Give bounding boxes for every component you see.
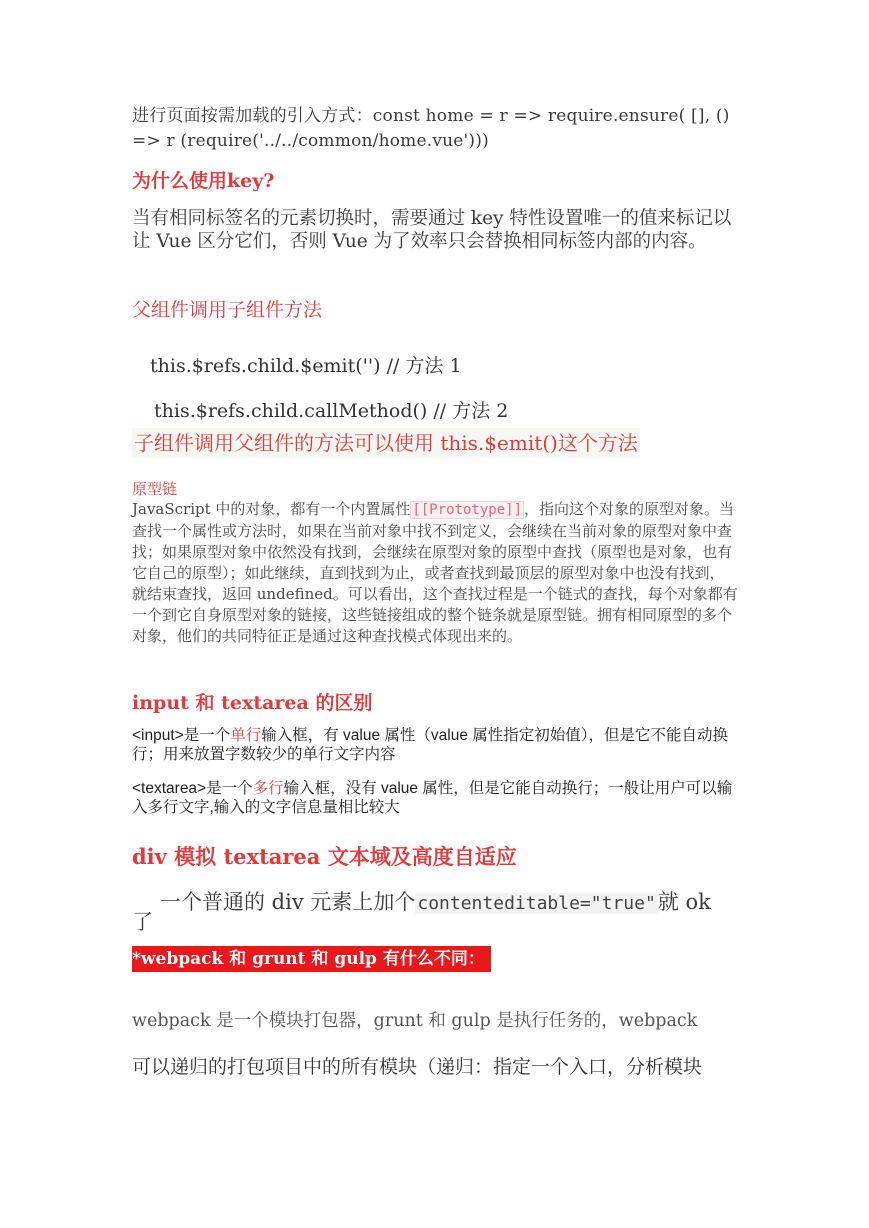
div-text-wrap: 了 [132, 910, 153, 934]
textarea-highlight: 多行 [252, 780, 284, 797]
parent-call-child-heading: 父组件调用子组件方法 [132, 299, 323, 321]
code-line-method-1: this.$refs.child.$emit('') // 方法 1 [150, 355, 462, 377]
lazy-load-paragraph: 进行页面按需加载的引入方式：const home = r => require.ensure( [], () => r (require('../../common/home.vue'))) [132, 106, 730, 151]
prototype-chain-heading: 原型链 [132, 480, 178, 498]
input-text-before: <input>是一个 [132, 727, 231, 744]
why-key-paragraph: 当有相同标签名的元素切换时，需要通过 key 特性设置唯一的值来标记以让 Vue 区分它们，否则 Vue 为了效率只会替换相同标签内部的内容。 [132, 208, 732, 252]
child-call-parent-heading: 子组件调用父组件的方法可以使用 this.$emit()这个方法 [132, 428, 640, 458]
code-line-method-2: this.$refs.child.callMethod() // 方法 2 [154, 400, 509, 422]
div-textarea-line [160, 892, 711, 914]
prototype-chain-paragraph [132, 499, 738, 647]
prototype-text-after: ，指向这个对象的原型对象。当查找一个属性或方法时，如果在当前对象中找不到定义，会继续在当前对象的原型对象中查找；如果原型对象中依然没有找到，会继续在原型对象的原型中查找（原型也是对象，也有它自己的原型）；如此继续，直到找到为止，或者查找到最顶层的原型对象中也没有找到，就结束查找，返回 undefined。可以看出，这个查找过程是一个链式的查找，每个对象都有一个到它自身原型对象的链接，这些链接组成的整个链条就是原型链。拥有相同原型的多个对象，他们的共同特征正是通过这种查找模式体现出来的。 [132, 500, 738, 645]
div-text-before: 一个普通的 div 元素上加个 [160, 890, 416, 914]
textarea-text-before: <textarea>是一个 [132, 780, 253, 797]
input-text-after: 输入框，有 value 属性（value 属性指定初始值），但是它不能自动换行；用来放置字数较少的单行文字内容 [132, 727, 729, 763]
input-highlight: 单行 [230, 727, 262, 744]
prototype-inline-code: [[Prototype]] [412, 502, 522, 518]
webpack-heading-banner: *webpack 和 grunt 和 gulp 有什么不同： [132, 946, 491, 972]
prototype-text-before: JavaScript 中的对象，都有一个内置属性 [132, 500, 411, 518]
textarea-text-after: 输入框，没有 value 属性，但是它能自动换行；一般让用户可以输入多行文字,输入的文字信息量相比较大 [132, 780, 733, 816]
contenteditable-inline-code: contenteditable="true" [417, 893, 656, 914]
div-text-after: 就 ok [657, 890, 711, 914]
input-textarea-heading: input 和 textarea 的区别 [132, 692, 373, 714]
webpack-line-2: 可以递归的打包项目中的所有模块（递归：指定一个入口，分析模块 [132, 1056, 703, 1078]
why-key-heading: 为什么使用key? [132, 170, 275, 192]
div-textarea-heading: div 模拟 textarea 文本域及高度自适应 [132, 844, 517, 869]
input-description [132, 726, 738, 764]
webpack-line-1: webpack 是一个模块打包器，grunt 和 gulp 是执行任务的，webpack [132, 1011, 698, 1031]
textarea-description [132, 779, 738, 817]
